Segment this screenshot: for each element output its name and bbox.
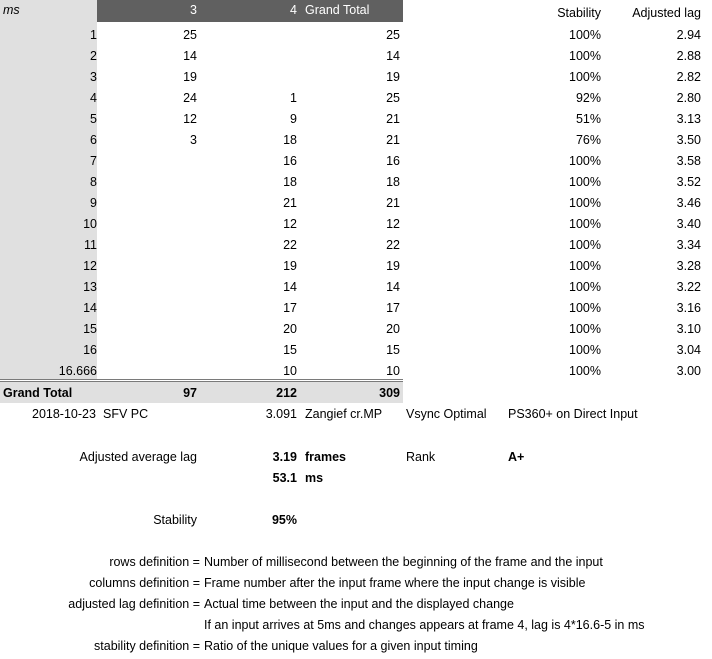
- header-col-3[interactable]: 3: [190, 3, 197, 17]
- row-total[interactable]: 21: [386, 196, 400, 210]
- row-stability[interactable]: 100%: [569, 322, 601, 336]
- row-col-4[interactable]: 1: [290, 91, 297, 105]
- row-ms[interactable]: 11: [84, 238, 97, 252]
- row-stability[interactable]: 100%: [569, 238, 601, 252]
- row-ms[interactable]: 12: [83, 259, 97, 273]
- row-adjusted-lag[interactable]: 3.04: [676, 343, 701, 357]
- row-col-3[interactable]: 19: [183, 70, 197, 84]
- row-adjusted-lag[interactable]: 3.22: [676, 280, 701, 294]
- row-total[interactable]: 22: [386, 238, 400, 252]
- row-ms[interactable]: 15: [83, 322, 97, 336]
- info-vsync[interactable]: Vsync Optimal: [406, 407, 487, 421]
- row-ms[interactable]: 4: [90, 91, 97, 105]
- row-col-3[interactable]: 25: [183, 28, 197, 42]
- avg-lag-label[interactable]: Adjusted average lag: [79, 450, 197, 464]
- rank-label[interactable]: Rank: [406, 450, 436, 464]
- header-adjusted-lag[interactable]: Adjusted lag: [632, 6, 701, 20]
- definition-text[interactable]: Frame number after the input frame where the input change is visible: [204, 576, 586, 590]
- row-total[interactable]: 21: [386, 133, 400, 147]
- row-col-4[interactable]: 18: [283, 133, 297, 147]
- grand-total-col-4[interactable]: 212: [276, 386, 297, 400]
- row-total[interactable]: 14: [386, 49, 400, 63]
- ms-unit[interactable]: ms: [305, 471, 324, 485]
- row-col-4[interactable]: 10: [283, 364, 297, 378]
- row-col-4[interactable]: 9: [290, 112, 297, 126]
- row-total[interactable]: 10: [386, 364, 400, 378]
- row-adjusted-lag[interactable]: 3.58: [676, 154, 701, 168]
- row-adjusted-lag[interactable]: 3.50: [676, 133, 701, 147]
- stability-label[interactable]: Stability: [153, 513, 197, 527]
- definition-term[interactable]: stability definition =: [94, 639, 200, 653]
- row-ms[interactable]: 14: [83, 301, 97, 315]
- row-ms[interactable]: 1: [90, 28, 97, 42]
- row-adjusted-lag[interactable]: 3.28: [676, 259, 701, 273]
- row-total[interactable]: 19: [386, 259, 400, 273]
- row-stability[interactable]: 100%: [569, 343, 601, 357]
- row-adjusted-lag[interactable]: 2.88: [676, 49, 701, 63]
- row-ms[interactable]: 3: [90, 70, 97, 84]
- row-col-4[interactable]: 18: [283, 175, 297, 189]
- row-stability[interactable]: 100%: [569, 49, 601, 63]
- row-ms[interactable]: 5: [90, 112, 97, 126]
- row-stability[interactable]: 100%: [569, 280, 601, 294]
- row-col-3[interactable]: 12: [183, 112, 197, 126]
- definition-term[interactable]: rows definition =: [109, 555, 200, 569]
- row-stability[interactable]: 100%: [569, 217, 601, 231]
- info-version[interactable]: 3.091: [265, 407, 297, 421]
- definition-text[interactable]: Actual time between the input and the displayed change: [204, 597, 514, 611]
- row-ms[interactable]: 2: [90, 49, 97, 63]
- row-ms[interactable]: 6: [90, 133, 97, 147]
- row-stability[interactable]: 100%: [569, 28, 601, 42]
- stability-value[interactable]: 95%: [271, 513, 297, 527]
- row-col-3[interactable]: 3: [190, 133, 197, 147]
- row-stability[interactable]: 100%: [569, 301, 601, 315]
- row-col-4[interactable]: 15: [283, 343, 297, 357]
- row-stability[interactable]: 100%: [569, 154, 601, 168]
- row-stability[interactable]: 76%: [575, 133, 601, 147]
- row-stability[interactable]: 100%: [569, 175, 601, 189]
- row-col-4[interactable]: 19: [283, 259, 297, 273]
- row-col-4[interactable]: 17: [283, 301, 297, 315]
- row-total[interactable]: 25: [386, 28, 400, 42]
- grand-total-label[interactable]: Grand Total: [3, 386, 73, 400]
- info-game[interactable]: SFV PC: [103, 407, 149, 421]
- row-stability[interactable]: 92%: [575, 91, 601, 105]
- avg-lag-ms[interactable]: 53.1: [272, 471, 297, 485]
- frames-unit[interactable]: frames: [305, 450, 346, 464]
- row-adjusted-lag[interactable]: 3.13: [676, 112, 701, 126]
- grand-total-col-3[interactable]: 97: [183, 386, 197, 400]
- row-adjusted-lag[interactable]: 3.40: [676, 217, 701, 231]
- header-grand-total[interactable]: Grand Total: [305, 3, 370, 17]
- info-controller[interactable]: PS360+ on Direct Input: [508, 407, 638, 421]
- row-adjusted-lag[interactable]: 3.10: [676, 322, 701, 336]
- row-total[interactable]: 21: [386, 112, 400, 126]
- row-adjusted-lag[interactable]: 3.00: [676, 364, 701, 378]
- row-stability[interactable]: 100%: [569, 70, 601, 84]
- row-ms[interactable]: 8: [90, 175, 97, 189]
- row-ms[interactable]: 13: [83, 280, 97, 294]
- avg-lag-frames[interactable]: 3.19: [272, 450, 297, 464]
- row-col-4[interactable]: 20: [283, 322, 297, 336]
- row-adjusted-lag[interactable]: 3.46: [676, 196, 701, 210]
- row-col-4[interactable]: 12: [283, 217, 297, 231]
- row-adjusted-lag[interactable]: 2.82: [676, 70, 701, 84]
- row-ms[interactable]: 16: [83, 343, 97, 357]
- row-total[interactable]: 19: [386, 70, 400, 84]
- row-total[interactable]: 14: [386, 280, 400, 294]
- row-adjusted-lag[interactable]: 3.34: [676, 238, 701, 252]
- row-stability[interactable]: 100%: [569, 364, 601, 378]
- row-total[interactable]: 16: [386, 154, 400, 168]
- row-total[interactable]: 18: [386, 175, 400, 189]
- row-col-4[interactable]: 21: [283, 196, 297, 210]
- row-col-4[interactable]: 22: [283, 238, 297, 252]
- row-adjusted-lag[interactable]: 3.16: [676, 301, 701, 315]
- header-stability[interactable]: Stability: [557, 6, 601, 20]
- row-col-4[interactable]: 14: [283, 280, 297, 294]
- definition-term[interactable]: adjusted lag definition =: [68, 597, 200, 611]
- row-col-4[interactable]: 16: [283, 154, 297, 168]
- row-ms[interactable]: 9: [90, 196, 97, 210]
- header-col-4[interactable]: 4: [290, 3, 297, 17]
- grand-total-total[interactable]: 309: [379, 386, 400, 400]
- definition-term[interactable]: columns definition =: [89, 576, 200, 590]
- row-total[interactable]: 20: [386, 322, 400, 336]
- row-total[interactable]: 12: [386, 217, 400, 231]
- definition-text[interactable]: Number of millisecond between the beginning of the frame and the input: [204, 555, 603, 569]
- rank-value[interactable]: A+: [508, 450, 525, 464]
- row-total[interactable]: 17: [386, 301, 400, 315]
- info-move[interactable]: Zangief cr.MP: [305, 407, 383, 421]
- row-adjusted-lag[interactable]: 2.94: [676, 28, 701, 42]
- row-col-3[interactable]: 14: [183, 49, 197, 63]
- row-adjusted-lag[interactable]: 2.80: [676, 91, 701, 105]
- row-stability[interactable]: 100%: [569, 259, 601, 273]
- row-stability[interactable]: 100%: [569, 196, 601, 210]
- definition-text[interactable]: Ratio of the unique values for a given input timing: [204, 639, 478, 653]
- row-total[interactable]: 15: [386, 343, 400, 357]
- row-ms[interactable]: 7: [90, 154, 97, 168]
- row-col-3[interactable]: 24: [183, 91, 197, 105]
- info-date[interactable]: 2018-10-23: [32, 407, 96, 421]
- row-total[interactable]: 25: [386, 91, 400, 105]
- definition-text[interactable]: If an input arrives at 5ms and changes appears at frame 4, lag is 4*16.6-5 in ms: [204, 618, 645, 632]
- row-adjusted-lag[interactable]: 3.52: [676, 175, 701, 189]
- row-ms[interactable]: 16.666: [58, 364, 97, 378]
- row-ms[interactable]: 10: [83, 217, 97, 231]
- header-ms[interactable]: ms: [3, 3, 20, 17]
- row-stability[interactable]: 51%: [575, 112, 601, 126]
